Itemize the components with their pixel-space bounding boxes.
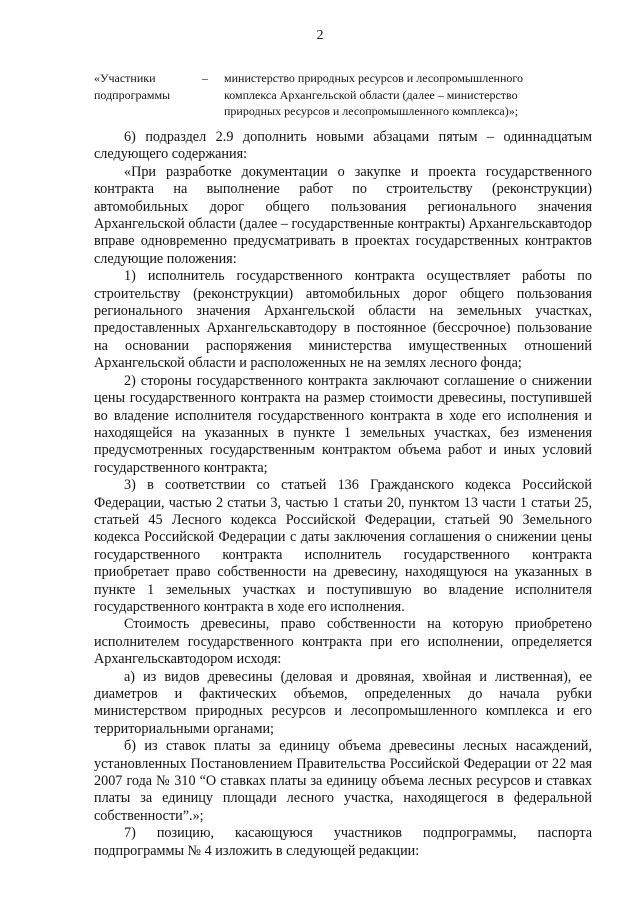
paragraph-contract-intro: «При разработке документации о закупке и проекта государственного контракта на выполнение работ по строительству (реконструкции) автомобильных дорог общего пользования регионального значения Архангельской области (далее – государственные контракты) Архангельскавтодор вправе одновременно предусматривать в проектах государственных контрактов следующие положения: bbox=[94, 163, 592, 267]
page-number: 2 bbox=[316, 28, 324, 43]
participants-label: «Участники подпрограммы bbox=[94, 71, 171, 102]
paragraph-clause-3: 3) в соответствии со статьей 136 Гражданского кодекса Российской Федерации, частью 2 статьи 3, частью 1 статьи 20, пунктом 13 части 1 статьи 25, статьей 45 Лесного кодекса Российской Федерации, статьей 90 Земельного кодекса Российской Федерации с даты заключения соглашения о снижении цены государственного контракта исполнитель государственного контракта приобретает право собственности на древесину, находящуюся на указанных в пункте 1 земельных участках и поступившую во владение исполнителя государственного контракта в ходе его исполнения. bbox=[94, 477, 592, 615]
participants-block bbox=[94, 70, 564, 120]
document-body bbox=[94, 129, 592, 860]
paragraph-item-7: 7) позицию, касающуюся участников подпрограммы, паспорта подпрограммы № 4 изложить в следующей редакции: bbox=[94, 825, 592, 859]
paragraph-clause-1: 1) исполнитель государственного контракта осуществляет работы по строительству (реконструкции) автомобильных дорог общего пользования регионального значения Архангельской области на земельных участках, предоставленных Архангельскавтодору в постоянное (бессрочное) пользование на основании распоряжения министерства имущественных отношений Архангельской области и расположенных не на землях лесного фонда; bbox=[94, 268, 592, 372]
paragraph-item-6: 6) подраздел 2.9 дополнить новыми абзацами пятым – одиннадцатым следующего содержания: bbox=[94, 129, 592, 163]
participants-value: министерство природных ресурсов и лесопромышленного комплекса Архангельской области (далее – министерство природных ресурсов и лесопромышленного комплекса)»; bbox=[224, 71, 524, 118]
paragraph-clause-2: 2) стороны государственного контракта заключают соглашение о снижении цены государственного контракта на размер стоимости древесины, поступившей во владение исполнителя государственного контракта в ходе его исполнения и находящейся на указанных в пункте 1 земельных участках, без изменения предусмотренных государственным контрактом объема работ и иных условий государственного контракта; bbox=[94, 372, 592, 476]
paragraph-timber-cost: Стоимость древесины, право собственности на которую приобретено исполнителем государственного контракта при его исполнении, определяется Архангельскавтодором исходя: bbox=[94, 616, 592, 668]
participants-dash: – bbox=[202, 71, 208, 85]
paragraph-subitem-b: б) из ставок платы за единицу объема древесины лесных насаждений, установленных Постановлением Правительства Российской Федерации от 22 мая 2007 года № 310 “О ставках платы за единицу объема лесных ресурсов и ставках платы за единицу площади лесного участка, находящегося в федеральной собственности”.»; bbox=[94, 738, 592, 824]
paragraph-subitem-a: а) из видов древесины (деловая и дровяная, хвойная и лиственная), ее диаметров и фактических объемов, определенных до начала рубки министерством природных ресурсов и лесопромышленного комплекса и его территориальными органами; bbox=[94, 668, 592, 737]
